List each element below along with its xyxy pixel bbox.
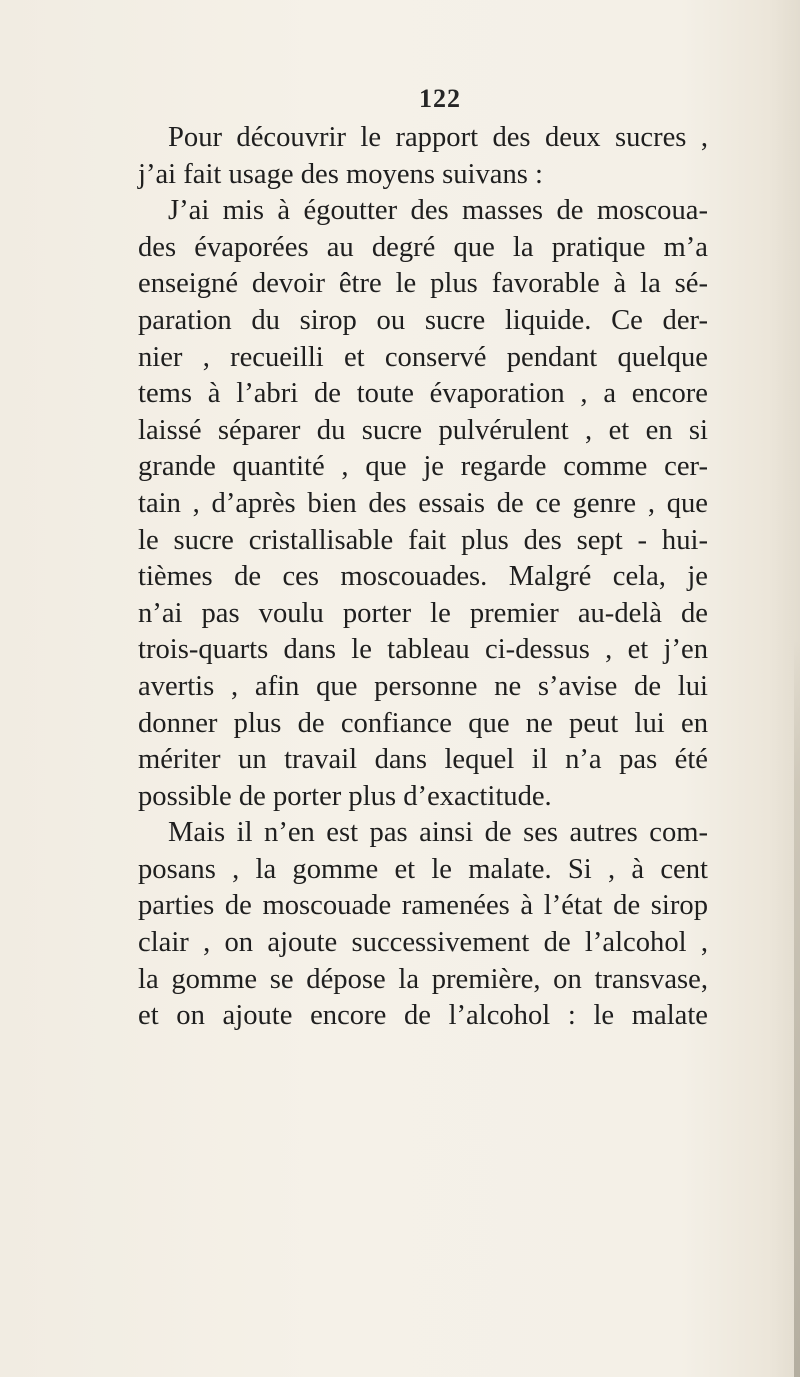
text-line: Pour découvrir le rapport des deux sucres , — [168, 122, 708, 153]
text-line: grande quantité , que je regarde comme cer- — [138, 451, 708, 483]
text-line: enseigné devoir être le plus favorable à la sé- — [138, 268, 708, 300]
text-line: avertis , afin que personne ne s’avise de lui — [138, 670, 708, 702]
text-line: nier , recueilli et conservé pendant quelque — [138, 341, 708, 373]
text-line: tièmes de ces moscouades. Malgré cela, je — [138, 561, 708, 593]
text-line: possible de porter plus d’exactitude. — [138, 780, 552, 812]
text-line: posans , la gomme et le malate. Si , à cent — [138, 853, 708, 885]
text-line: paration du sirop ou sucre liquide. Ce der- — [138, 304, 708, 336]
page-edge-shadow — [794, 640, 800, 1377]
text-line: j’ai fait usage des moyens suivans : — [138, 158, 543, 190]
text-line: la gomme se dépose la première, on transvase, — [138, 963, 708, 995]
text-line: Mais il n’en est pas ainsi de ses autres com- — [168, 817, 708, 849]
text-line: donner plus de confiance que ne peut lui en — [138, 707, 708, 739]
body-text — [138, 120, 708, 1035]
text-line: le sucre cristallisable fait plus des sept - hui- — [138, 524, 708, 556]
page-number: 122 — [419, 84, 461, 113]
text-line: des évaporées au degré que la pratique m’a — [138, 231, 708, 263]
text-line: tems à l’abri de toute évaporation , a encore — [138, 378, 708, 410]
text-line: clair , on ajoute successivement de l’alcohol , — [138, 927, 708, 959]
text-line: et on ajoute encore de l’alcohol : le malate — [138, 1000, 708, 1032]
text-line: n’ai pas voulu porter le premier au-delà de — [138, 597, 708, 629]
text-line: mériter un travail dans lequel il n’a pas été — [138, 744, 708, 776]
text-line: laissé séparer du sucre pulvérulent , et en si — [138, 414, 708, 446]
text-line: J’ai mis à égoutter des masses de moscoua- — [168, 195, 708, 227]
text-line: trois-quarts dans le tableau ci-dessus , et j’en — [138, 634, 708, 666]
text-line: tain , d’après bien des essais de ce genre , que — [138, 487, 708, 519]
text-line: parties de moscouade ramenées à l’état de sirop — [138, 890, 708, 922]
